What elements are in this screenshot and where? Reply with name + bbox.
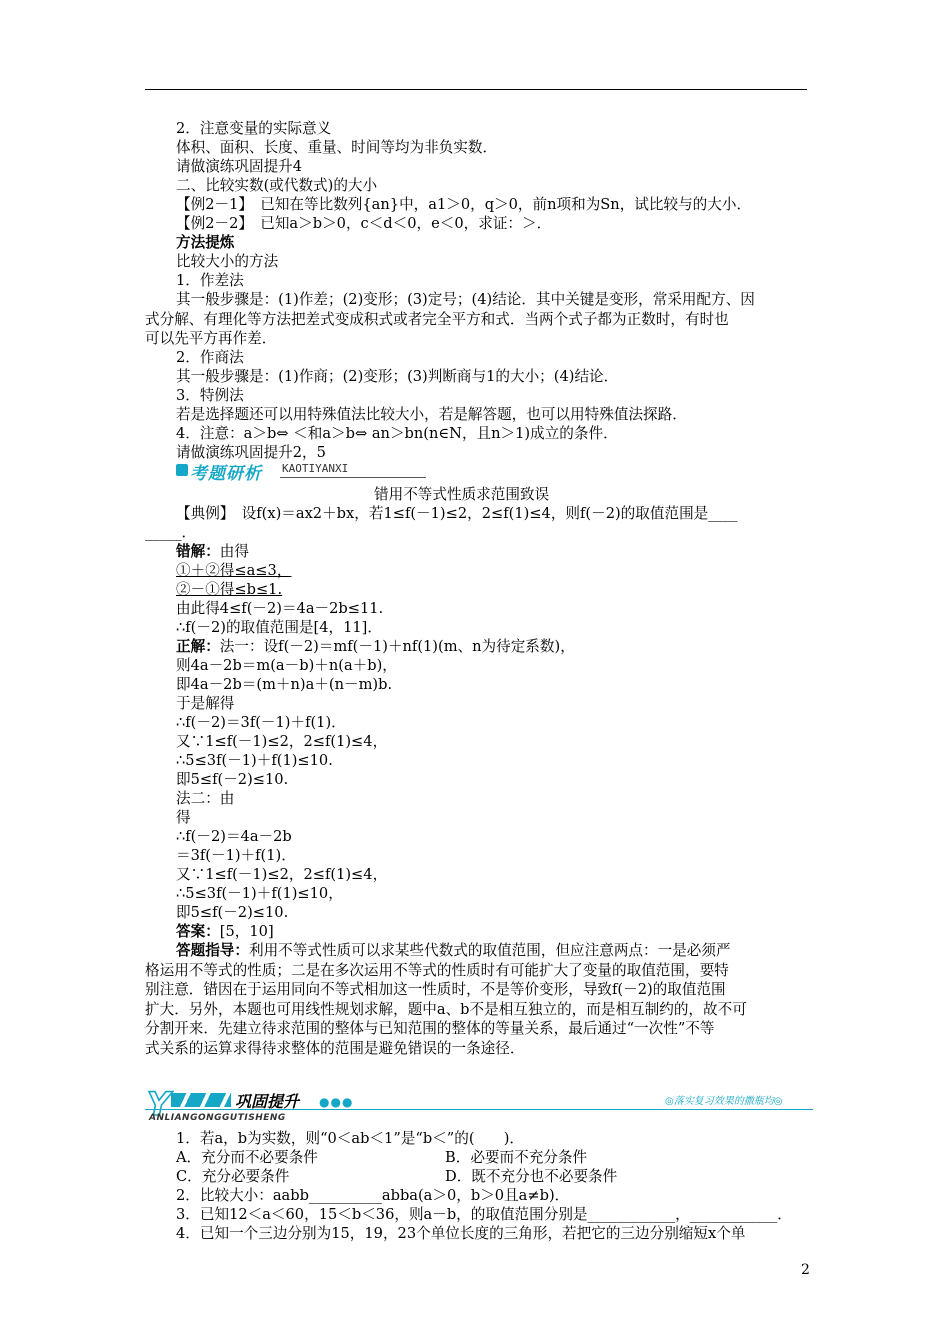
text-line: B．必要而不充分条件 bbox=[445, 1149, 588, 1166]
text-line: ∴5≤3f(－1)＋f(1)≤10. bbox=[176, 752, 333, 769]
text-line: 可以先平方再作差． bbox=[145, 330, 277, 347]
inline-label: 正解： bbox=[176, 638, 220, 655]
banner-rule bbox=[145, 1109, 813, 1110]
text-line: 式分解、有理化等方法把差式变成积式或者完全平方和式．当两个式子都为正数时，有时也 bbox=[145, 311, 729, 328]
text-line: 由此得4≤f(－2)＝4a－2b≤11. bbox=[176, 600, 384, 617]
text-line bbox=[176, 923, 274, 941]
text-line: ∴f(－2)＝3f(－1)＋f(1)． bbox=[176, 714, 346, 731]
text-line: ∴f(－2)＝4a－2b bbox=[176, 828, 292, 845]
text-line: 体积、面积、长度、重量、时间等均为非负实数． bbox=[176, 139, 498, 156]
text-line: 错用不等式性质求范围致误 bbox=[374, 486, 550, 503]
text-line: 即4a－2b＝(m＋n)a＋(n－m)b. bbox=[176, 676, 393, 693]
text-line: 1．作差法 bbox=[176, 272, 244, 289]
text-line: 【例2－2】 已知a＞b＞0，c＜d＜0，e＜0，求证：＞． bbox=[176, 215, 552, 232]
text-line: 分割开来．先建立待求范围的整体与已知范围的整体的等量关系，最后通过“一次性”不等 bbox=[145, 1020, 715, 1037]
header-rule bbox=[145, 89, 807, 90]
banner-title: 考题研析 bbox=[190, 464, 262, 484]
text-line: 又∵1≤f(－1)≤2，2≤f(1)≤4， bbox=[176, 733, 388, 750]
text-line: 得 bbox=[176, 809, 191, 826]
text-line: 请做演练巩固提升2，5 bbox=[176, 444, 326, 461]
inline-label: 答题指导： bbox=[176, 942, 249, 959]
text-line: 其一般步骤是：(1)作商；(2)变形；(3)判断商与1的大小；(4)结论． bbox=[176, 368, 619, 385]
text-line bbox=[176, 543, 249, 561]
text-line: 格运用不等式的性质；二是在多次运用不等式的性质时有可能扩大了变量的取值范围，要特 bbox=[145, 962, 729, 979]
text-line bbox=[176, 942, 731, 960]
y-logo-icon: Y bbox=[147, 1085, 171, 1123]
text-line: 则4a－2b＝m(a－b)＋n(a＋b)， bbox=[176, 657, 397, 674]
text-line: ＝3f(－1)＋f(1)． bbox=[176, 847, 296, 864]
text-line: 扩大．另外，本题也可用线性规划求解，题中a、b不是相互独立的，而是相互制约的，故不可 bbox=[145, 1001, 747, 1018]
stripe-decoration bbox=[171, 1093, 231, 1107]
banner-slogan: ◎落实复习效果的撒瓶均◎ bbox=[665, 1096, 783, 1107]
line-text: [5，10] bbox=[219, 923, 274, 940]
line-text: 法一：设f(－2)＝mf(－1)＋nf(1)(m、n为待定系数)， bbox=[219, 638, 575, 655]
text-line: 又∵1≤f(－1)≤2，2≤f(1)≤4， bbox=[176, 866, 388, 883]
text-line: 【典例】 设f(x)＝ax2＋bx，若1≤f(－1)≤2，2≤f(1)≤4，则f(－2)的取值范围是____ bbox=[176, 505, 738, 522]
text-line: D．既不充分也不必要条件 bbox=[445, 1168, 618, 1185]
text-line: 【例2－1】 已知在等比数列{an}中，a1＞0，q＞0，前n项和为Sn，试比较与的大小． bbox=[176, 196, 752, 213]
text-line: ①＋②得≤a≤3， bbox=[176, 562, 292, 579]
text-line bbox=[176, 638, 575, 656]
inline-label: 答案： bbox=[176, 923, 220, 940]
page-number: 2 bbox=[801, 1262, 810, 1278]
text-line: 3．已知12＜a＜60，15＜b＜36，则a－b，的取值范围分别是____________，____________． bbox=[176, 1206, 792, 1223]
section-banner-gonggu bbox=[145, 1087, 813, 1123]
banner-pinyin: ANLIANGONGGUTISHENG bbox=[149, 1113, 286, 1123]
text-line: 即5≤f(－2)≤10. bbox=[176, 904, 289, 921]
text-line: 方法提炼 bbox=[176, 234, 235, 251]
text-line: 于是解得 bbox=[176, 695, 235, 712]
text-line: 若是选择题还可以用特殊值法比较大小，若是解答题，也可以用特殊值法探路． bbox=[176, 406, 687, 423]
text-line: 二、比较实数(或代数式)的大小 bbox=[176, 177, 378, 194]
text-line: 1．若a，b为实数，则“0＜ab＜1”是“b＜”的( )． bbox=[176, 1130, 525, 1147]
section-banner-kaoti bbox=[176, 459, 428, 483]
banner-pinyin: KAOTIYANXI bbox=[282, 462, 349, 475]
text-line: 3．特例法 bbox=[176, 387, 244, 404]
arrow-icon bbox=[176, 464, 188, 476]
text-line: 比较大小的方法 bbox=[176, 253, 279, 270]
text-line: 2．作商法 bbox=[176, 349, 244, 366]
text-line: 式关系的运算求得待求整体的范围是避免错误的一条途径． bbox=[145, 1040, 525, 1057]
text-line: A．充分而不必要条件 bbox=[176, 1149, 318, 1166]
line-text: 利用不等式性质可以求某些代数式的取值范围，但应注意两点：一是必须严 bbox=[248, 942, 731, 959]
text-line: 2．比较大小：aabb__________abba(a＞0，b＞0且a≠b)． bbox=[176, 1187, 570, 1204]
text-line: 法二：由 bbox=[176, 790, 235, 807]
text-line: 其一般步骤是：(1)作差；(2)变形；(3)定号；(4)结论．其中关键是变形，常采用配方、因 bbox=[176, 291, 755, 308]
text-line: ∴f(－2)的取值范围是[4，11]． bbox=[176, 619, 382, 636]
banner-title: 巩固提升 bbox=[235, 1092, 300, 1111]
inline-label: 错解： bbox=[176, 543, 220, 560]
banner-rule bbox=[280, 477, 426, 478]
text-line: 4．注意：a＞b⇔ ＜和a＞b⇔ an＞bn(n∈N，且n＞1)成立的条件． bbox=[176, 425, 618, 442]
line-text: 由得 bbox=[219, 543, 249, 560]
text-line: ∴5≤3f(－1)＋f(1)≤10， bbox=[176, 885, 343, 902]
text-line: 4．已知一个三边分别为15，19，23个单位长度的三角形，若把它的三边分别缩短x个单 bbox=[176, 1225, 746, 1242]
dots-icon: ●●● bbox=[319, 1095, 354, 1109]
text-line: 请做演练巩固提升4 bbox=[176, 158, 303, 175]
text-line: _____． bbox=[145, 524, 197, 541]
text-line: 即5≤f(－2)≤10. bbox=[176, 771, 289, 788]
text-line: C．充分必要条件 bbox=[176, 1168, 290, 1185]
text-line: 2．注意变量的实际意义 bbox=[176, 120, 332, 137]
text-line: 别注意．错因在于运用同向不等式相加这一性质时，不是等价变形，导致f(－2)的取值范围 bbox=[145, 981, 726, 998]
text-line: ②－①得≤b≤1. bbox=[176, 581, 283, 598]
